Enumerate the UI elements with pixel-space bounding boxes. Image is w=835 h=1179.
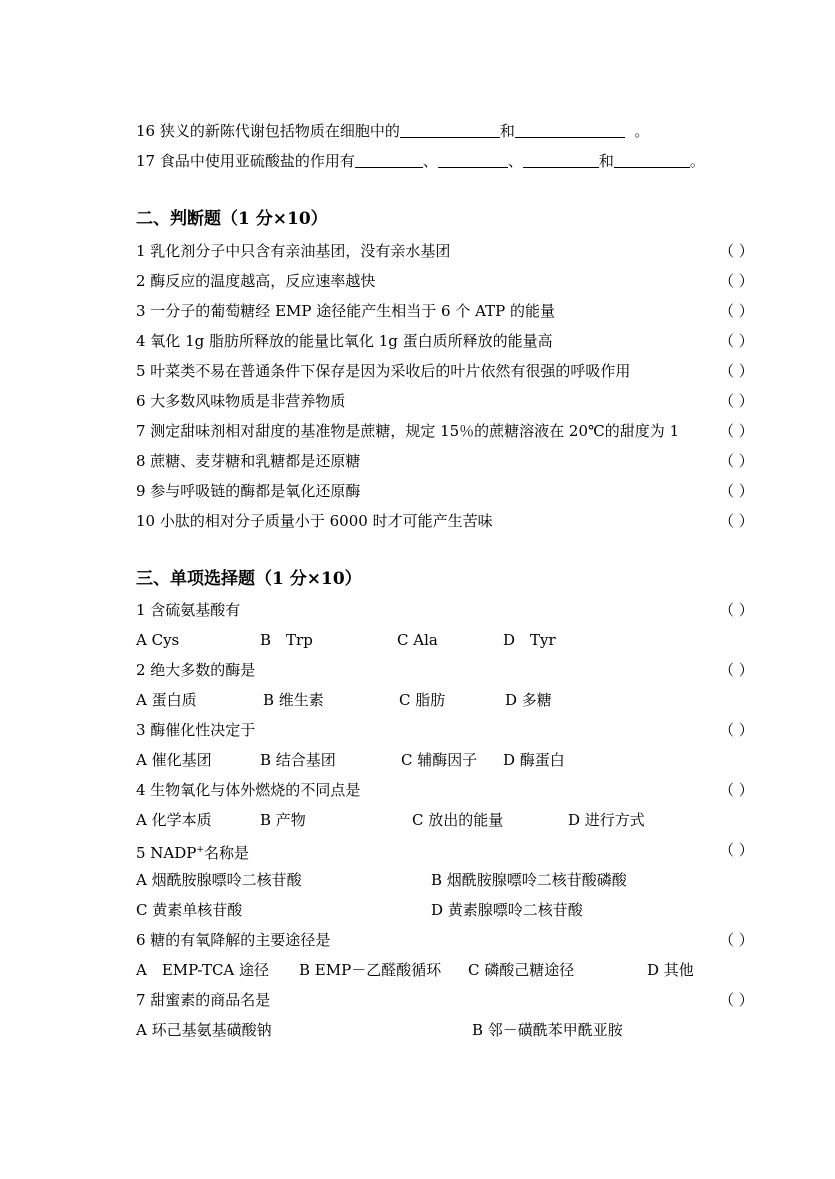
tf-question-2: 2 酶反应的温度越高，反应速率越快 bbox=[136, 272, 376, 290]
answer-paren[interactable]: （ ） bbox=[719, 841, 754, 859]
answer-paren[interactable]: （ ） bbox=[719, 721, 754, 739]
mc-question-3: 3 酶催化性决定于 bbox=[136, 721, 256, 739]
answer-blank[interactable] bbox=[438, 152, 508, 168]
option-d[interactable]: D 其他 bbox=[647, 961, 694, 979]
mc-question-5 bbox=[136, 840, 249, 863]
option-c[interactable]: C 磷酸己糖途径 bbox=[468, 961, 575, 979]
tf-question-5: 5 叶菜类不易在普通条件下保存是因为采收后的叶片依然有很强的呼吸作用 bbox=[136, 362, 631, 380]
option-d[interactable]: D 多糖 bbox=[505, 691, 552, 709]
option-b[interactable]: B 维生素 bbox=[263, 691, 324, 709]
answer-paren[interactable]: （ ） bbox=[719, 422, 754, 440]
answer-paren[interactable]: （ ） bbox=[719, 332, 754, 350]
fill-item-17 bbox=[136, 151, 705, 171]
answer-blank[interactable] bbox=[400, 122, 500, 138]
section-2-title: 二、判断题（1 分×10） bbox=[136, 209, 328, 229]
option-d[interactable]: D 酶蛋白 bbox=[503, 751, 565, 769]
question-text: 名称是 bbox=[203, 844, 249, 862]
tf-question-7: 7 测定甜味剂相对甜度的基准物是蔗糖，规定 15％的蔗糖溶液在 20℃的甜度为 1 bbox=[136, 422, 680, 440]
option-b[interactable]: B Trp bbox=[260, 631, 313, 649]
answer-paren[interactable]: （ ） bbox=[719, 601, 754, 619]
answer-blank[interactable] bbox=[523, 152, 599, 168]
option-b[interactable]: B 邻－磺酰苯甲酰亚胺 bbox=[472, 1021, 623, 1039]
option-a[interactable]: A EMP-TCA 途径 bbox=[136, 961, 270, 979]
answer-paren[interactable]: （ ） bbox=[719, 392, 754, 410]
option-b[interactable]: B 结合基团 bbox=[260, 751, 336, 769]
option-a[interactable]: A 催化基团 bbox=[136, 751, 212, 769]
answer-paren[interactable]: （ ） bbox=[719, 781, 754, 799]
tf-question-4: 4 氧化 1g 脂肪所释放的能量比氧化 1g 蛋白质所释放的能量高 bbox=[136, 332, 553, 350]
answer-paren[interactable]: （ ） bbox=[719, 512, 754, 530]
tf-question-6: 6 大多数风味物质是非营养物质 bbox=[136, 392, 346, 410]
option-c[interactable]: C Ala bbox=[397, 631, 438, 649]
superscript: + bbox=[196, 845, 204, 855]
mc-question-7: 7 甜蜜素的商品名是 bbox=[136, 991, 271, 1009]
fill-item-and: 和 bbox=[499, 122, 515, 140]
answer-blank[interactable] bbox=[614, 152, 690, 168]
option-b[interactable]: B EMP－乙醛酸循环 bbox=[299, 961, 442, 979]
mc-question-4: 4 生物氧化与体外燃烧的不同点是 bbox=[136, 781, 361, 799]
fill-item-sep: 、 bbox=[422, 152, 438, 170]
option-b[interactable]: B 产物 bbox=[260, 811, 306, 829]
section-3-title: 三、单项选择题（1 分×10） bbox=[136, 569, 362, 589]
mc-question-6: 6 糖的有氧降解的主要途径是 bbox=[136, 931, 331, 949]
option-d[interactable]: D 进行方式 bbox=[568, 811, 645, 829]
mc-question-1: 1 含硫氨基酸有 bbox=[136, 601, 241, 619]
option-b[interactable]: B 烟酰胺腺嘌呤二核苷酸磷酸 bbox=[431, 871, 627, 889]
tf-question-9: 9 参与呼吸链的酶都是氧化还原酶 bbox=[136, 482, 361, 500]
answer-blank[interactable] bbox=[355, 152, 423, 168]
answer-paren[interactable]: （ ） bbox=[719, 362, 754, 380]
answer-paren[interactable]: （ ） bbox=[719, 302, 754, 320]
option-d[interactable]: D 黄素腺嘌呤二核苷酸 bbox=[431, 901, 583, 919]
option-a[interactable]: A Cys bbox=[136, 631, 180, 649]
answer-paren[interactable]: （ ） bbox=[719, 931, 754, 949]
fill-item-text: 17 食品中使用亚硫酸盐的作用有 bbox=[136, 152, 355, 170]
fill-item-sep: 、 bbox=[507, 152, 523, 170]
option-a[interactable]: A 蛋白质 bbox=[136, 691, 197, 709]
option-a[interactable]: A 化学本质 bbox=[136, 811, 212, 829]
option-d[interactable]: D Tyr bbox=[503, 631, 556, 649]
tf-question-1: 1 乳化剂分子中只含有亲油基团，没有亲水基团 bbox=[136, 242, 451, 260]
tf-question-10: 10 小肽的相对分子质量小于 6000 时才可能产生苦味 bbox=[136, 512, 493, 530]
answer-paren[interactable]: （ ） bbox=[719, 272, 754, 290]
option-a[interactable]: A 环己基氨基磺酸钠 bbox=[136, 1021, 272, 1039]
answer-paren[interactable]: （ ） bbox=[719, 661, 754, 679]
tf-question-3: 3 一分子的葡萄糖经 EMP 途径能产生相当于 6 个 ATP 的能量 bbox=[136, 302, 555, 320]
fill-item-end: 。 bbox=[634, 122, 650, 140]
fill-item-end: 。 bbox=[689, 152, 705, 170]
option-c[interactable]: C 黄素单核苷酸 bbox=[136, 901, 243, 919]
option-c[interactable]: C 辅酶因子 bbox=[401, 751, 478, 769]
answer-paren[interactable]: （ ） bbox=[719, 452, 754, 470]
answer-blank[interactable] bbox=[515, 122, 625, 138]
fill-item-16 bbox=[136, 121, 649, 141]
fill-item-and: 和 bbox=[598, 152, 614, 170]
answer-paren[interactable]: （ ） bbox=[719, 482, 754, 500]
answer-paren[interactable]: （ ） bbox=[719, 242, 754, 260]
option-c[interactable]: C 放出的能量 bbox=[412, 811, 504, 829]
tf-question-8: 8 蔗糖、麦芽糖和乳糖都是还原糖 bbox=[136, 452, 361, 470]
question-text: 5 NADP bbox=[136, 844, 197, 862]
fill-item-text: 16 狭义的新陈代谢包括物质在细胞中的 bbox=[136, 122, 400, 140]
option-a[interactable]: A 烟酰胺腺嘌呤二核苷酸 bbox=[136, 871, 302, 889]
mc-question-2: 2 绝大多数的酶是 bbox=[136, 661, 256, 679]
option-c[interactable]: C 脂肪 bbox=[399, 691, 446, 709]
answer-paren[interactable]: （ ） bbox=[719, 991, 754, 1009]
